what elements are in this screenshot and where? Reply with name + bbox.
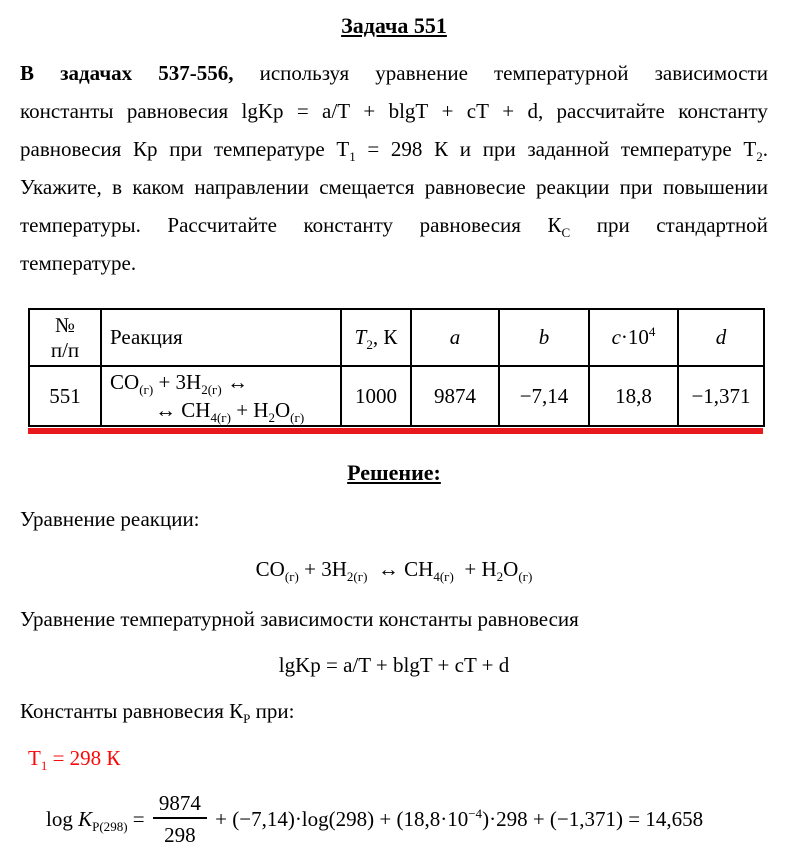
- paragraph-word: =: [296, 99, 309, 123]
- paragraph-word: температуре: [213, 137, 325, 161]
- dependence-label: Уравнение температурной зависимости константы равновесия: [20, 607, 579, 631]
- paragraph-word: К: [434, 137, 449, 161]
- paragraph-word: уравнение: [375, 61, 468, 85]
- paragraph-word: при: [619, 175, 653, 199]
- cell-t2-value: 1000: [341, 366, 411, 426]
- header-cell-reaction: Реакция: [101, 309, 341, 366]
- header-number-line1: №: [54, 312, 76, 337]
- problem-paragraph: [20, 54, 768, 282]
- kp298-calculation-formula: [46, 791, 788, 848]
- page-title-text: Задача 551: [341, 13, 447, 38]
- paragraph-line: [20, 206, 768, 244]
- table-data-row: [29, 366, 764, 426]
- paragraph-word: зависимости: [654, 61, 768, 85]
- cell-c-value: 18,8: [589, 366, 678, 426]
- header-cell-b: b: [499, 309, 589, 366]
- paragraph-word: при: [596, 213, 630, 237]
- cell-problem-number: 551: [29, 366, 101, 426]
- header-cell-t2: $T_2$, К: [341, 309, 411, 366]
- conditions-table: [28, 308, 765, 427]
- paragraph-word: температуре.: [20, 251, 137, 275]
- paragraph-word: смещается: [319, 175, 415, 199]
- page-title: [0, 13, 788, 39]
- fraction-denominator: 298: [164, 823, 196, 847]
- paragraph-word: константу: [303, 213, 394, 237]
- paragraph-word: равновесия: [20, 137, 122, 161]
- paragraph-word: константу: [678, 99, 768, 123]
- paragraph-word: заданной: [527, 137, 610, 161]
- paragraph-word: каком: [132, 175, 185, 199]
- paragraph-word: используя: [259, 61, 350, 85]
- paragraph-word: Рассчитайте: [167, 213, 277, 237]
- paragraph-word: 537-556,: [158, 61, 234, 85]
- header-number-line2: п/п: [50, 337, 80, 362]
- paragraph-word: $Т_2$.: [743, 137, 768, 165]
- reaction-line-2: ↔ $CH_{4(г)} + H_2O_{(г)}$: [155, 398, 305, 426]
- paragraph-word: при: [169, 137, 203, 161]
- red-divider-bar: [28, 428, 763, 434]
- table-header-row: [29, 309, 764, 366]
- paragraph-word: +: [363, 99, 376, 123]
- paragraph-word: a/T: [322, 99, 351, 123]
- paragraph-word: температуре: [620, 137, 732, 161]
- paragraph-word: Кр: [133, 137, 158, 161]
- paragraph-word: cT: [466, 99, 489, 123]
- formula-prefix: $\log K_{Р(298)}$ =: [46, 807, 150, 835]
- reaction-label: Уравнение реакции:: [20, 507, 200, 531]
- paragraph-word: равновесия: [126, 99, 229, 123]
- paragraph-word: В: [20, 61, 35, 85]
- paragraph-word: рассчитайте: [556, 99, 665, 123]
- t1-condition: $Т_1 = 298$ К: [28, 746, 121, 774]
- paragraph-line: [20, 244, 768, 282]
- paragraph-word: температурной: [493, 61, 629, 85]
- paragraph-word: температуры.: [20, 213, 141, 237]
- paragraph-word: $Т_1$: [336, 137, 356, 165]
- formula-suffix: + $(-7,14)\cdot\log(298) + (18,8\cdot 10^{-4})\cdot 298 + (-1,371) = 14,658$: [209, 806, 704, 831]
- cell-b-value: −7,14: [499, 366, 589, 426]
- lgkp-equation: lgKp = a/T + blgT + cT + d: [278, 653, 510, 677]
- document-page: [0, 13, 788, 847]
- paragraph-word: стандартной: [656, 213, 768, 237]
- cell-reaction: [101, 366, 341, 426]
- paragraph-word: повышении: [662, 175, 768, 199]
- paragraph-word: при: [482, 137, 516, 161]
- solution-heading-text: Решение:: [347, 460, 441, 485]
- paragraph-word: +: [441, 99, 454, 123]
- paragraph-word: константы: [20, 99, 114, 123]
- paragraph-word: равновесие: [424, 175, 526, 199]
- header-cell-number: [29, 309, 101, 366]
- solution-heading: [0, 460, 788, 486]
- paragraph-word: в: [112, 175, 122, 199]
- header-cell-d: d: [678, 309, 764, 366]
- header-cell-c: $c\cdot 10^4$: [589, 309, 678, 366]
- paragraph-word: $К_С$: [547, 213, 571, 241]
- paragraph-word: Укажите,: [20, 175, 102, 199]
- paragraph-word: направлении: [194, 175, 309, 199]
- paragraph-line: [20, 130, 768, 168]
- cell-a-value: 9874: [411, 366, 499, 426]
- paragraph-word: +: [502, 99, 515, 123]
- reaction-equation: $CO_{(г)} + 3H_{2(г)}$ ↔ $CH_{4(г)} + H_2O_{(г)}$: [255, 557, 533, 585]
- paragraph-word: d,: [527, 99, 544, 123]
- fraction-numerator: 9874: [153, 791, 207, 819]
- paragraph-word: равновесия: [419, 213, 521, 237]
- header-cell-a: a: [411, 309, 499, 366]
- cell-d-value: −1,371: [678, 366, 764, 426]
- paragraph-line: [20, 168, 768, 206]
- reaction-line-1: $CO_{(г)} + 3H_{2(г)}$ ↔: [110, 370, 248, 398]
- paragraph-word: и: [459, 137, 472, 161]
- paragraph-line: [20, 92, 768, 130]
- formula-fraction: [153, 791, 207, 848]
- paragraph-word: blgT: [388, 99, 429, 123]
- paragraph-line: [20, 54, 768, 92]
- paragraph-word: реакции: [536, 175, 610, 199]
- paragraph-word: =: [367, 137, 380, 161]
- paragraph-word: задачах: [60, 61, 133, 85]
- paragraph-word: 298: [390, 137, 423, 161]
- paragraph-word: lgKp: [241, 99, 284, 123]
- constants-label: Константы равновесия $К_Р$ при:: [20, 699, 295, 727]
